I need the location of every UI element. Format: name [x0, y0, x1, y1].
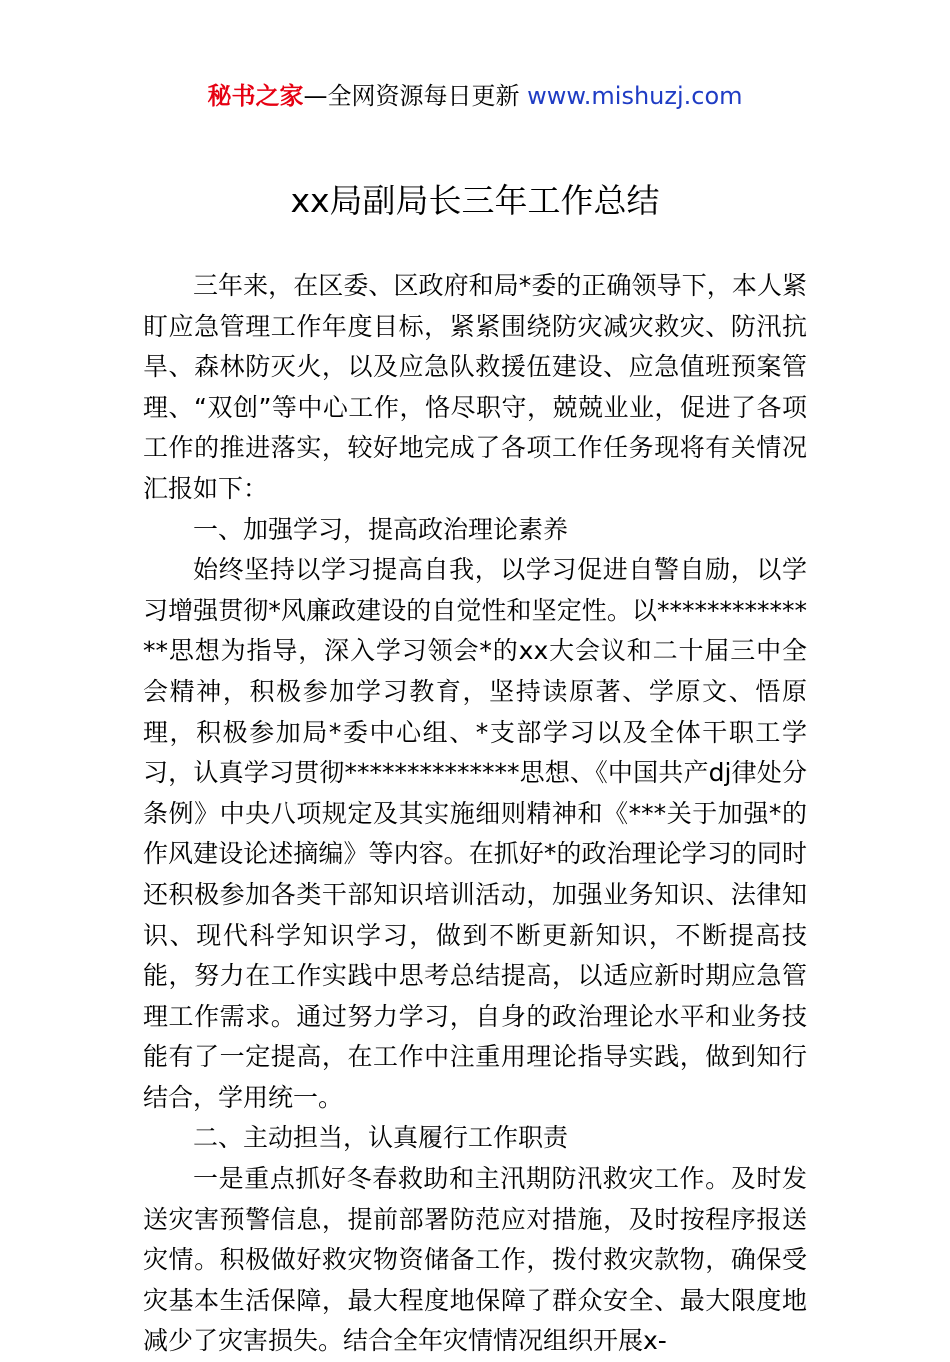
paragraph-intro: 三年来，在区委、区政府和局*委的正确领导下，本人紧盯应急管理工作年度目标，紧紧围绕防灾减灾救灾、防汛抗旱、森林防灭火，以及应急队救援伍建设、应急值班预案管理、“双创”等中心工作，恪尽职守，兢兢业业，促进了各项工作的推进落实，较好地完成了各项工作任务现将有关情况汇报如下：	[143, 271, 807, 503]
site-header	[0, 80, 950, 112]
section-heading-1: 一、加强学习，提高政治理论素养	[193, 514, 569, 544]
document-title: xx局副局长三年工作总结	[290, 181, 660, 220]
site-brand: 秘书之家	[207, 82, 304, 110]
paragraph-study: 始终坚持以学习提高自我，以学习促进自警自励，以学习增强贯彻*风廉政建设的自觉性和坚定性。以**************思想为指导，深入学习领会*的xx大会议和二十届三中全会精神，积极参加学习教育，坚持读原著、学原文、悟原理，积极参加局*委中心组、*支部学习以及全体干职工学习，认真学习贯彻**************思想、《中国共产dj律处分条例》中央八项规定及其实施细则精神和《***关于加强*的作风建设论述摘编》等内容。在抓好*的政治理论学习的同时还积极参加各类干部知识培训活动，加强业务知识、法律知识、现代科学知识学习，做到不断更新知识，不断提高技能，努力在工作实践中思考总结提高，以适应新时期应急管理工作需求。通过努力学习，自身的政治理论水平和业务技能有了一定提高，在工作中注重用理论指导实践，做到知行结合，学用统一。	[143, 555, 807, 1112]
document-body	[143, 266, 807, 1362]
site-url-link[interactable]: www.mishuzj.com	[527, 82, 743, 110]
section-heading-2: 二、主动担当，认真履行工作职责	[193, 1123, 569, 1153]
site-slogan: —全网资源每日更新	[303, 82, 528, 110]
paragraph-duties: 一是重点抓好冬春救助和主汛期防汛救灾工作。及时发送灾害预警信息，提前部署防范应对措施，及时按程序报送灾情。积极做好救灾物资储备工作，拨付救灾款物，确保受灾基本生活保障，最大程度地保障了群众安全、最大限度地减少了灾害损失。结合全年灾情情况组织开展x-	[143, 1164, 807, 1356]
